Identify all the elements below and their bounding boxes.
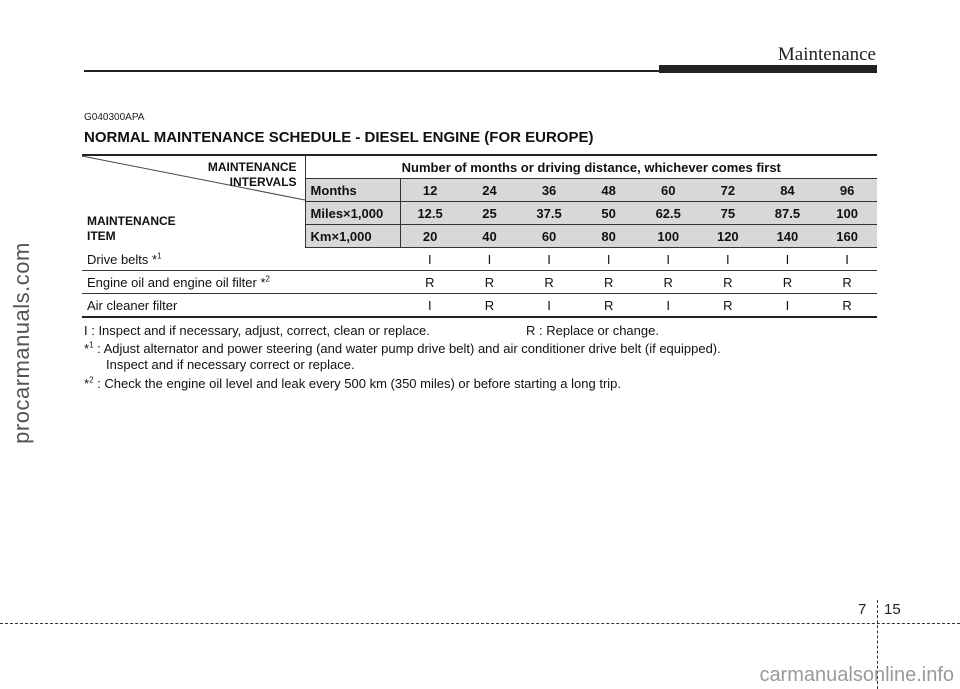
item-cell: R <box>519 271 579 294</box>
footnote-2-mark: * <box>84 376 90 391</box>
header-rule <box>84 70 659 72</box>
header-rule-accent <box>659 65 877 73</box>
item-name-text: Air cleaner filter <box>87 297 178 313</box>
item-cell: R <box>579 294 639 318</box>
interval-cell: 75 <box>698 202 758 225</box>
item-cell: R <box>460 271 520 294</box>
interval-cell: 24 <box>460 179 520 202</box>
footnote-1-number: 1 <box>89 340 94 350</box>
interval-cell: 50 <box>579 202 639 225</box>
interval-cell: 60 <box>638 179 698 202</box>
item-name <box>82 294 400 318</box>
footnote-ref: 1 <box>157 251 162 261</box>
item-cell: R <box>400 271 460 294</box>
item-cell: R <box>638 271 698 294</box>
interval-cell: 48 <box>579 179 639 202</box>
interval-cell: 60 <box>519 225 579 248</box>
footnote-ref: 2 <box>265 274 270 284</box>
interval-label: Km×1,000 <box>305 225 400 248</box>
footnote-2-number: 2 <box>89 375 94 385</box>
item-cell: I <box>579 248 639 271</box>
interval-cell: 100 <box>638 225 698 248</box>
interval-cell: 36 <box>519 179 579 202</box>
corner-intervals-line2: INTERVALS <box>229 175 297 189</box>
side-watermark: procarmanuals.com <box>9 242 34 444</box>
item-cell: I <box>638 248 698 271</box>
item-name <box>82 271 400 294</box>
item-cell: R <box>460 294 520 318</box>
interval-cell: 40 <box>460 225 520 248</box>
corner-intervals-line1: MAINTENANCE <box>207 160 297 174</box>
bottom-watermark: carmanualsonline.info <box>759 664 954 686</box>
legend-line <box>84 323 721 339</box>
interval-cell: 140 <box>758 225 818 248</box>
item-cell: I <box>758 294 818 318</box>
interval-cell: 96 <box>817 179 877 202</box>
interval-cell: 84 <box>758 179 818 202</box>
interval-label: Months <box>305 179 400 202</box>
item-cell: R <box>698 294 758 318</box>
item-cell: I <box>519 248 579 271</box>
interval-cell: 160 <box>817 225 877 248</box>
corner-label-item <box>87 214 176 244</box>
item-cell: R <box>579 271 639 294</box>
interval-cell: 62.5 <box>638 202 698 225</box>
item-cell: I <box>758 248 818 271</box>
footnote-1 <box>84 341 721 357</box>
table-header-main: Number of months or driving distance, whichever comes first <box>305 155 877 179</box>
item-row-engine-oil <box>82 271 877 294</box>
interval-cell: 87.5 <box>758 202 818 225</box>
interval-label: Miles×1,000 <box>305 202 400 225</box>
interval-cell: 120 <box>698 225 758 248</box>
footnote-1-text: : Adjust alternator and power steering (and water pump drive belt) and air conditioner drive belt (if equipped). <box>93 341 721 356</box>
item-cell: R <box>758 271 818 294</box>
interval-cell: 20 <box>400 225 460 248</box>
corner-item-line2: ITEM <box>87 228 116 243</box>
item-cell: I <box>698 248 758 271</box>
schedule-notes <box>84 323 721 392</box>
item-cell: I <box>817 248 877 271</box>
interval-cell: 72 <box>698 179 758 202</box>
interval-cell: 37.5 <box>519 202 579 225</box>
item-cell: I <box>519 294 579 318</box>
page-header-title: Maintenance <box>777 44 876 65</box>
item-cell: I <box>638 294 698 318</box>
corner-label-intervals <box>208 160 297 190</box>
item-cell: R <box>817 271 877 294</box>
footnote-2 <box>84 376 721 392</box>
footnote-1-mark: * <box>84 341 90 356</box>
section-title: NORMAL MAINTENANCE SCHEDULE - DIESEL ENGINE (FOR EUROPE) <box>84 129 594 146</box>
item-name-text: Engine oil and engine oil filter * <box>87 274 266 290</box>
chapter-number: 7 <box>858 601 867 618</box>
section-code: G040300APA <box>84 112 145 123</box>
footer-rule <box>0 623 960 624</box>
legend-inspect: I : Inspect and if necessary, adjust, correct, clean or replace. <box>84 323 430 338</box>
interval-cell: 25 <box>460 202 520 225</box>
item-cell: I <box>460 248 520 271</box>
interval-cell: 12 <box>400 179 460 202</box>
corner-item-line1: MAINTENANCE <box>87 213 176 228</box>
interval-cell: 80 <box>579 225 639 248</box>
item-cell: R <box>698 271 758 294</box>
footnote-2-text: : Check the engine oil level and leak every 500 km (350 miles) or before starting a long trip. <box>93 376 622 391</box>
interval-cell: 12.5 <box>400 202 460 225</box>
interval-cell: 100 <box>817 202 877 225</box>
item-name <box>82 248 400 271</box>
page-number: 15 <box>884 601 901 618</box>
item-row-air-cleaner <box>82 294 877 318</box>
table-corner-cell <box>82 155 305 248</box>
item-cell: I <box>400 294 460 318</box>
legend-replace: R : Replace or change. <box>526 323 659 338</box>
item-name-text: Drive belts * <box>87 251 158 267</box>
item-row-drive-belts <box>82 248 877 271</box>
footnote-1-continued: Inspect and if necessary correct or replace. <box>106 357 355 372</box>
item-cell: R <box>817 294 877 318</box>
maintenance-schedule-table <box>82 154 877 318</box>
item-cell: I <box>400 248 460 271</box>
